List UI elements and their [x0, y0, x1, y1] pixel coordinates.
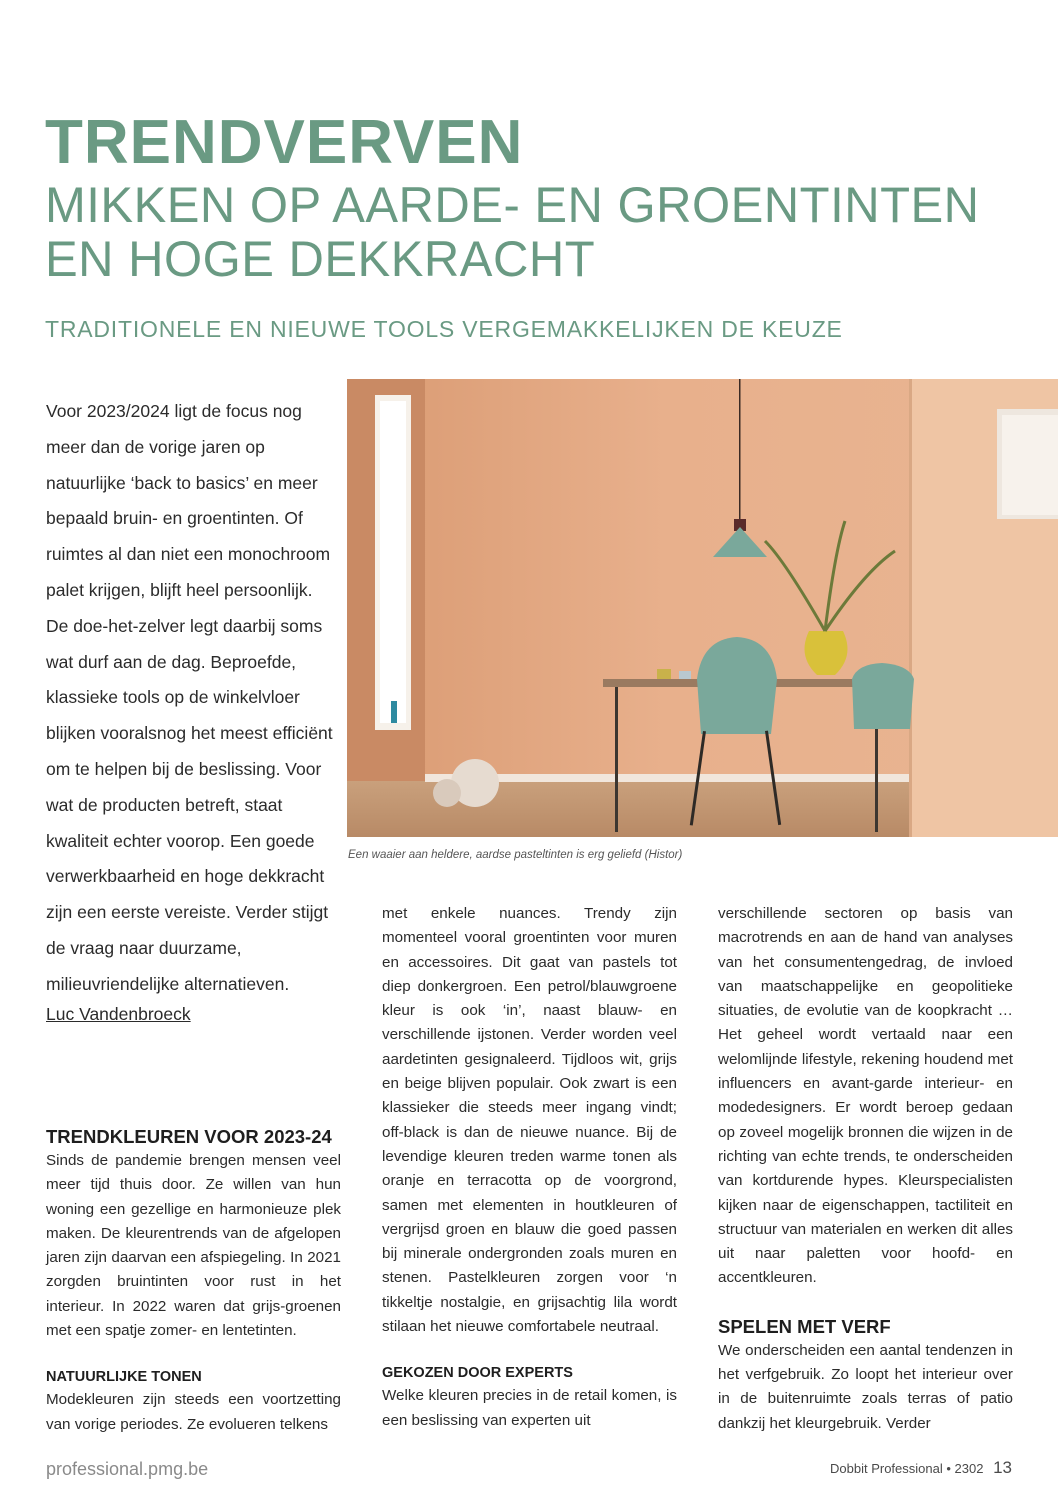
intro-line: meer dan de vorige jaren op — [46, 436, 265, 457]
intro-line: bepaald bruin- en groentinten. Of — [46, 508, 303, 529]
intro-line: wat de producten betreft, staat — [46, 794, 283, 815]
body-paragraph: met enkele nuances. Trendy zijn momenteel vooral groentinten voor muren en accessoires. Dit gaat van pastels tot diep donkergroen. Een petrol/blauwgroene kleur is ook ‘in’, naast blauw- en verschillende ijstonen. Verder worden veel aardetinten gesignaleerd. Tijdloos wit, grijs en beige blijven populair. Ook zwart is een klassieker die steeds meer ingang vindt; off-black is dan de nieuwe nuance. Bij de levendige kleuren treden warme tonen als oranje en terracotta op de voorgrond, samen met elementen in houtkleuren of vergrijsd groen en blauw die goed passen bij minerale ondergronden zoals muren en stenen. Pastelkleuren zorgen voor ‘n tikkeltje nostalgie, en grijsachtig lila wordt stilaan het nieuwe comfortabele neutraal. — [382, 905, 677, 1336]
sub-heading: GEKOZEN DOOR EXPERTS — [382, 1365, 573, 1382]
intro-line: blijken vooralsnog het meest efficiënt — [46, 723, 333, 744]
article-column-2 — [382, 902, 677, 1433]
intro-line: verwerkbaarheid en hoge dekkracht — [46, 866, 325, 887]
intro-paragraph — [46, 394, 336, 1003]
article-title-line-1: MIKKEN OP AARDE- EN GROENTINTEN — [45, 177, 980, 233]
photo-caption: Een waaier aan heldere, aardse pasteltinten is erg geliefd (Histor) — [348, 849, 683, 861]
intro-line: ruimtes al dan niet een monochroom — [46, 544, 331, 565]
intro-line: milieuvriendelijke alternatieven. — [46, 973, 290, 994]
body-paragraph: Sinds de pandemie brengen mensen veel meer tijd thuis door. Ze willen van hun woning een gezellige en harmonieuze plek maken. De kleurentrends van de afgelopen jaren zijn daarvan een afspiegeling. In 2021 zorgden bruintinten voor rust in het interieur. In 2022 waren dat grijs-groenen met een spatje zomer- en lentetinten. — [46, 1152, 341, 1340]
section-heading: SPELEN MET VERF — [718, 1315, 891, 1337]
intro-line: kwaliteit echter voorop. Een goede — [46, 830, 315, 851]
intro-line: palet krijgen, blijft heel persoonlijk. — [46, 579, 313, 600]
publication-name: Dobbit Professional • 2302 — [830, 1461, 984, 1476]
article-column-3 — [718, 902, 1013, 1436]
footer-website-link[interactable]: professional.pmg.be — [46, 1459, 209, 1479]
intro-line: natuurlijke ‘back to basics’ en meer — [46, 472, 318, 493]
intro-line: wat durf aan de dag. Beproefde, — [46, 651, 297, 672]
article-subtitle: TRADITIONELE EN NIEUWE TOOLS VERGEMAKKELIJKEN DE KEUZE — [45, 316, 843, 342]
intro-line: om te helpen bij de beslissing. Voor — [46, 758, 322, 779]
intro-line: De doe-het-zelver legt daarbij soms — [46, 615, 323, 636]
intro-line: klassieke tools op de winkelvloer — [46, 687, 300, 708]
body-paragraph: Welke kleuren precies in de retail komen, is een beslissing van experten uit — [382, 1387, 677, 1429]
article-column-1 — [46, 1125, 341, 1437]
sub-heading: NATUURLIJKE TONEN — [46, 1369, 202, 1386]
author-byline[interactable]: Luc Vandenbroeck — [46, 1004, 191, 1024]
article-title-line-2: EN HOGE DEKKRACHT — [45, 231, 596, 287]
intro-line: de vraag naar duurzame, — [46, 937, 242, 958]
page-number: 13 — [993, 1458, 1012, 1477]
section-kicker: TRENDVERVEN — [45, 108, 524, 177]
section-heading: TRENDKLEUREN VOOR 2023-24 — [46, 1126, 332, 1147]
footer-publication — [830, 1458, 1012, 1478]
interior-photo — [347, 379, 1058, 837]
intro-line: zijn een eerste vereiste. Verder stijgt — [46, 902, 329, 923]
body-paragraph: We onderscheiden een aantal tendenzen in het verfgebruik. Zo loopt het interieur over in de buitenruimte zoals terras of patio dankzij het kleurgebruik. Verder — [718, 1341, 1013, 1432]
body-paragraph: verschillende sectoren op basis van macrotrends en aan de hand van analyses van het consumentengedrag, de invloed van maatschappelijke en geopolitieke situaties, de evolutie van de koopkracht … Het geheel wordt vertaald naar een welomlijnde lifestyle, rekening houdend met influencers en avant-garde interieur- en modedesigners. Er wordt beroep gedaan op zoveel mogelijk bronnen die wijzen in de richting van echte trends, te onderscheiden van kortdurende hypes. Kleurspecialisten kijken naar de eigenschappen, tactiliteit en structuur van materialen en werken dit alles uit naar paletten voor hoofd- en accentkleuren. — [718, 905, 1013, 1287]
dining-room-illustration — [347, 379, 1058, 837]
intro-line: Voor 2023/2024 ligt de focus nog — [46, 401, 302, 421]
body-paragraph: Modekleuren zijn steeds een voortzetting van vorige periodes. Ze evolueren telkens — [46, 1391, 341, 1433]
